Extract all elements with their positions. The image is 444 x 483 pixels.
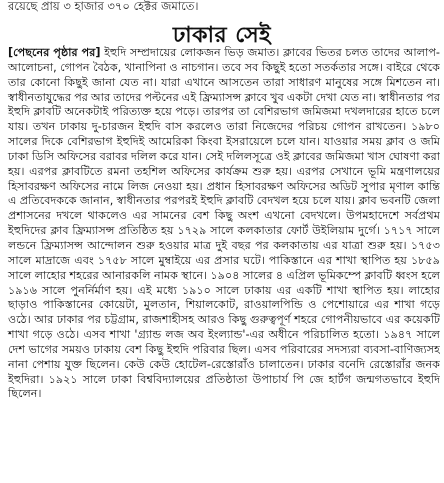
article-paragraph: [8, 46, 440, 402]
previous-article-tail: রয়েছে প্রায় ৩ হাজার ৩৭০ হেক্টর জমাতে।: [8, 0, 199, 13]
article-body-text: ইহুদি সম্প্রদায়ের লোকজন ভিড় জমাত। ক্লাবের ভিতর চলত তাদের আলাপ-আলোচনা, গোপন বৈঠক, খানাপিনা ও নাচগান। তবে সব কিছুই হতো সতর্কতার সঙ্গে। বাইরে থেকে তার কোনো কিছুই জানা যেত না। যারা এখানে আসতেন তারা সাধারণ মানুষের সঙ্গে মিশতেন না। স্বাধীনতাযুদ্ধের পর আর তাদের পল্টনের এই ফ্রিম্যাসন্স ক্লাবে খুব একটা দেখা যেত না। স্বাধীনতার পর ইহুদি ক্লাবটি অনেকটাই পরিত্যক্ত হয়ে পড়ে। তারপর তা বেশিরভাগ জমিজমা দখলদারের হাতে চলে যায়। তখন ঢাকায় দু-চারজন ইহুদি বাস করলেও তারা নিজেদের পরিচয় গোপন রাখতেন। ১৯৮০ সালের দিকে বেশিরভাগ ইহুদিই আমেরিকা কিংবা ইসরায়েলে চলে যান। যাওয়ার সময় ক্লাব ও জমি ঢাকা ডিসি অফিসের বরাবর দলিল করে যান। সেই দলিলসূত্রে ওই ক্লাবের জমিজমা খাস ঘোষণা করা হয়। এরপর ক্লাবটিতে রমনা তহশিল অফিসের কার্যক্রম শুরু হয়। এরপর সেখানে ভূমি মন্ত্রণালয়ের হিসাবরক্ষণ অফিসের নামে লিজ নেওয়া হয়। প্রধান হিসাবরক্ষণ অফিসের অডিট সুপার মৃণাল কান্তি এ প্রতিবেদককে জানান, স্বাধীনতার পরপরই ইহুদি ক্লাবটি বেদখল হয়ে চলে যায়। ক্লাব ভবনটি জেলা প্রশাসনের দখলে থাকলেও এর সামনের বেশ কিছু অংশ এখনো বেদখলে। উপমহাদেশে সর্বপ্রথম ইহুদিদের ক্লাব ফ্রিম্যাসন্স প্রতিষ্ঠিত হয় ১৭২৯ সালে কলকাতার ফোর্ট উইলিয়াম দুর্গে। ১৭১৭ সালে লন্ডনে ফ্রিম্যাসন্স আন্দোলন শুরু হওয়ার মাত্র দুই বছর পর কলকাতায় এর যাত্রা শুরু হয়। ১৭৫৩ সালে মাদ্রাজে এবং ১৭৫৮ সালে মুম্বাইয়ে এর প্রসার ঘটে। পাকিস্তানে এর শাখা স্থাপিত হয় ১৮৫৯ সালে লাহোর শহরের আনারকলি নামক স্থানে। ১৯০৪ সালের ৪ এপ্রিল ভূমিকম্পে ক্লাবটি ধ্বংস হলে ১৯১৬ সালে পুনর্নির্মাণ হয়। এই মধ্যে ১৯১০ সালে ঢাকায় এর একটি শাখা স্থাপিত হয়। লাহোর ছাড়াও পাকিস্তানের কোয়েটা, মুলতান, শিয়ালকোট, রাওয়ালপিন্ডি ও পেশোয়ারে এর শাখা গড়ে ওঠে। আর ঢাকার পর চট্টগ্রাম, রাজশাহীসহ আরও কিছু গুরুত্বপূর্ণ শহরে গোপনীয়ভাবে এর কয়েকটি শাখা গড়ে ওঠে। এসব শাখা 'গ্র্যান্ড লজ অব ইংল্যান্ড'-এর অধীনে পরিচালিত হতো। ১৯৪৭ সালে দেশ ভাগের সময়ও ঢাকায় বেশ কিছু ইহুদি পরিবার ছিল। এসব পরিবারের সদস্যরা ব্যবসা-বাণিজ্যসহ নানা পেশায় যুক্ত ছিলেন। কেউ কেউ হোটেল-রেস্তোরাঁও চালাতেন। ঢাকার বনেদি রেস্তোরাঁর জনক ইহুদিরা। ১৯২১ সালে ঢাকা বিশ্ববিদ্যালয়ের প্রতিষ্ঠাতা উপাচার্য পি জে হার্টগ জন্মগতভাবে ইহুদি ছিলেন।: [8, 46, 440, 401]
article-body: [8, 46, 440, 402]
article-clip: [4, 0, 440, 483]
continuation-label: [পেছনের পৃষ্ঠার পর]: [8, 46, 101, 59]
article-headline: ঢাকার সেই: [172, 23, 272, 48]
